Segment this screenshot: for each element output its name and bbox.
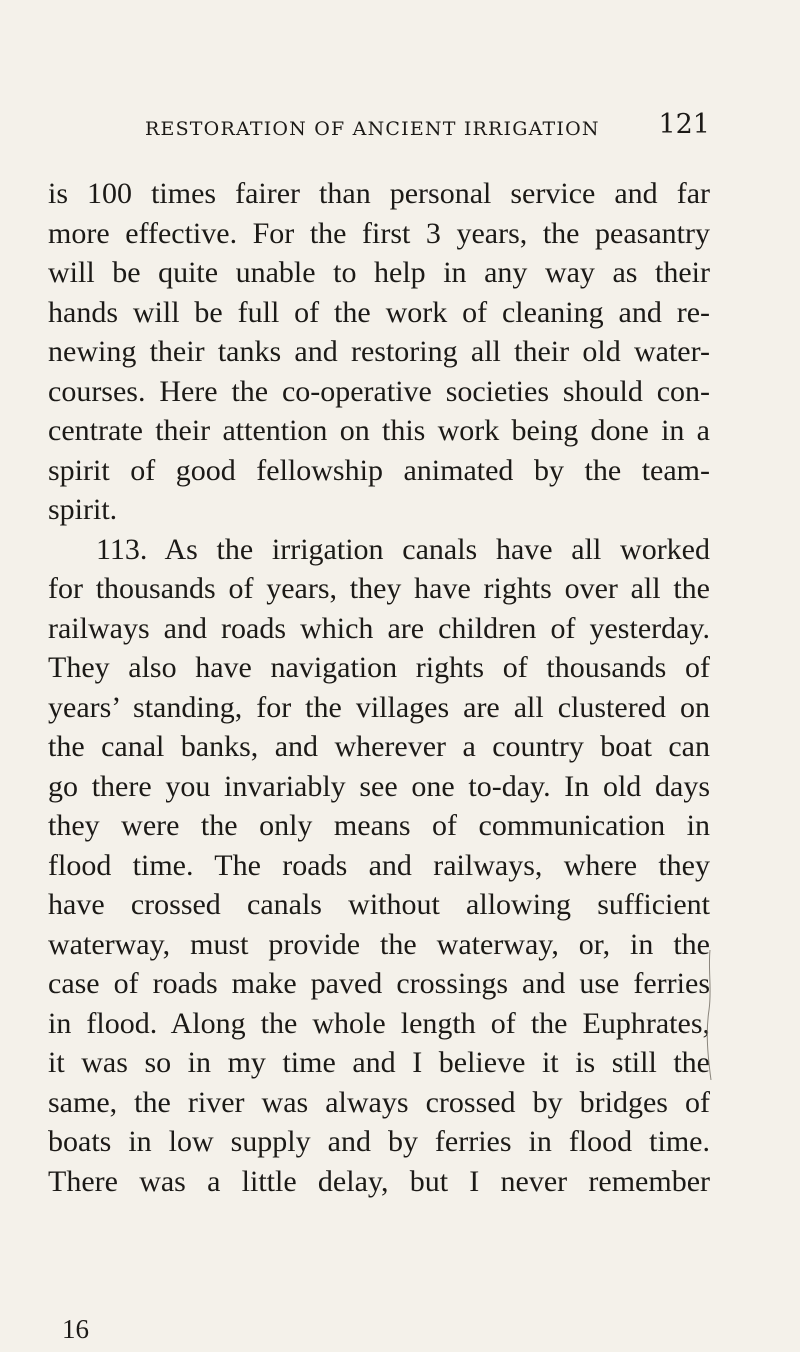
- text-line: railways and roads which are children of yesterday.: [48, 611, 710, 645]
- text-line: will be quite unable to help in any way as their: [48, 256, 710, 289]
- text-line: They also have navigation rights of thousands of: [48, 651, 710, 684]
- paragraph-113-first-line: 113. As the irrigation canals have all worked: [96, 532, 710, 566]
- text-line: same, the river was always crossed by bridges of: [48, 1085, 710, 1119]
- text-line: boats in low supply and by ferries in flood time.: [48, 1125, 710, 1158]
- text-line: spirit of good fellowship animated by the team-: [48, 453, 710, 487]
- text-line: There was a little delay, but I never remember: [48, 1164, 710, 1198]
- running-title: RESTORATION OF ANCIENT IRRIGATION: [145, 118, 600, 140]
- page-number: 121: [658, 109, 710, 140]
- text-line: for thousands of years, they have rights over all the: [48, 572, 710, 605]
- text-line: case of roads make paved crossings and use ferries: [48, 967, 710, 1000]
- text-line: courses. Here the co-operative societies should con-: [48, 374, 710, 408]
- text-line: more effective. For the first 3 years, the peasantry: [48, 216, 710, 250]
- text-line: it was so in my time and I believe it is still the: [48, 1046, 710, 1079]
- text-line: go there you invariably see one to-day. In old days: [48, 769, 710, 803]
- text-line: centrate their attention on this work being done in a: [48, 414, 710, 447]
- text-line: waterway, must provide the waterway, or, in the: [48, 927, 710, 961]
- page-fold-crease: [704, 950, 714, 1080]
- text-line: is 100 times fairer than personal service and far: [48, 177, 710, 210]
- text-line: the canal banks, and wherever a country boat can: [48, 730, 710, 763]
- text-line: flood time. The roads and railways, where they: [48, 848, 710, 882]
- text-line: have crossed canals without allowing sufficient: [48, 888, 710, 921]
- signature-mark: 16: [62, 1314, 89, 1344]
- text-line: in flood. Along the whole length of the Euphrates,: [48, 1006, 710, 1040]
- body-text: [48, 174, 710, 1201]
- text-line: they were the only means of communication in: [48, 809, 710, 842]
- text-line: years’ standing, for the villages are all clustered on: [48, 690, 710, 724]
- text-line: spirit.: [48, 493, 118, 526]
- text-line: newing their tanks and restoring all their old water-: [48, 335, 710, 368]
- running-head: [145, 109, 710, 144]
- text-line: hands will be full of the work of cleaning and re-: [48, 295, 710, 329]
